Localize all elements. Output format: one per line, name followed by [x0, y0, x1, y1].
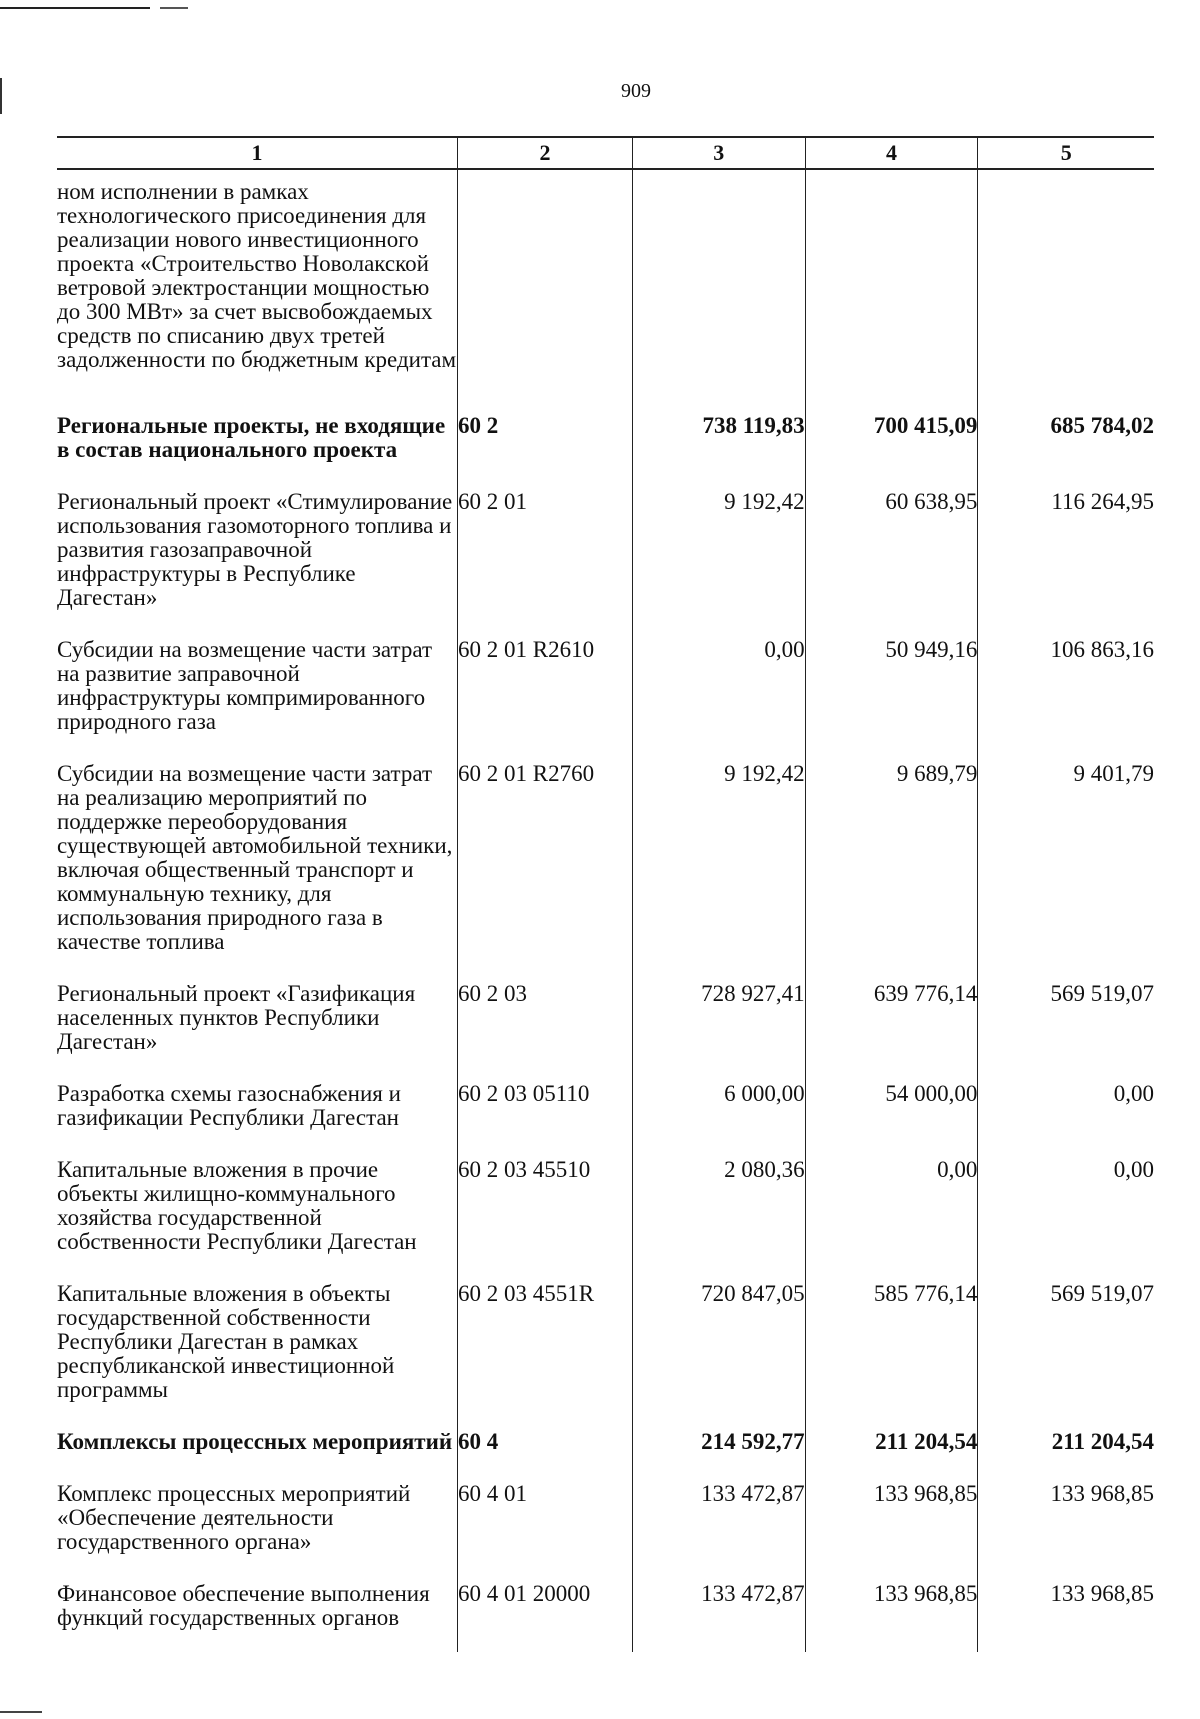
row-value-cell: 211 204,54	[978, 1402, 1154, 1454]
row-value-cell: 720 847,05	[632, 1254, 805, 1402]
column-header: 4	[805, 137, 978, 169]
row-code-cell: 60 4	[458, 1402, 633, 1454]
row-value-cell: 728 927,41	[632, 954, 805, 1054]
row-code-cell: 60 2 03 45510	[458, 1130, 633, 1254]
row-value-cell: 133 968,85	[978, 1454, 1154, 1554]
row-code-cell: 60 2 03 4551R	[458, 1254, 633, 1402]
row-value-cell: 685 784,02	[978, 396, 1154, 462]
row-name-cell: Субсидии на возмещение части затрат на развитие заправочной инфраструктуры компримированного природного газа	[57, 637, 433, 734]
row-value-cell: 133 968,85	[805, 1554, 978, 1652]
row-name-cell: Комплекс процессных мероприятий «Обеспечение деятельности государственного органа»	[57, 1481, 411, 1554]
column-header: 2	[458, 137, 633, 169]
row-value-cell: 133 968,85	[805, 1454, 978, 1554]
row-value-cell: 9 192,42	[632, 734, 805, 954]
row-name-cell: Региональный проект «Стимулирование использования газомоторного топлива и развития газозаправочной инфраструктуры в Республике Дагестан»	[57, 489, 453, 610]
table-row	[57, 1402, 1154, 1454]
scan-edge-mark	[0, 78, 2, 114]
column-header: 3	[632, 137, 805, 169]
row-value-cell	[978, 169, 1154, 396]
row-value-cell: 106 863,16	[978, 610, 1154, 734]
row-name-cell: Региональные проекты, не входящие в состав национального проекта	[57, 413, 446, 462]
row-name-cell: Региональный проект «Газификация населенных пунктов Республики Дагестан»	[57, 981, 416, 1054]
row-name-cell: Комплексы процессных мероприятий	[57, 1429, 453, 1454]
table-row	[57, 462, 1154, 610]
row-value-cell: 0,00	[978, 1054, 1154, 1130]
scan-edge-mark	[160, 7, 188, 9]
row-value-cell: 639 776,14	[805, 954, 978, 1054]
row-name-cell: ном исполнении в рамках технологического присоединения для реализации нового инвестиционного проекта «Строительство Новолакской ветровой электростанции мощностью до 300 МВт» за счет высвобождаемых средств по списанию двух третей задолженности по бюджетным кредитам	[57, 179, 457, 372]
row-code-cell: 60 2	[458, 396, 633, 462]
table-row	[57, 1130, 1154, 1254]
row-name-cell: Субсидии на возмещение части затрат на реализацию мероприятий по поддержке переоборудования существующей автомобильной техники, включая общественный транспорт и коммунальную технику, для использования природного газа в качестве топлива	[57, 761, 453, 954]
table-row	[57, 169, 1154, 396]
table-row	[57, 734, 1154, 954]
row-code-cell: 60 2 01	[458, 462, 633, 610]
row-value-cell: 9 689,79	[805, 734, 978, 954]
row-name-cell: Капитальные вложения в прочие объекты жилищно-коммунального хозяйства государственной собственности Республики Дагестан	[57, 1157, 417, 1254]
row-name-cell: Финансовое обеспечение выполнения функций государственных органов	[57, 1581, 430, 1630]
row-value-cell: 569 519,07	[978, 1254, 1154, 1402]
row-value-cell	[632, 169, 805, 396]
table-header-row	[57, 137, 1154, 169]
row-value-cell: 2 080,36	[632, 1130, 805, 1254]
table-row	[57, 1454, 1154, 1554]
row-value-cell: 60 638,95	[805, 462, 978, 610]
row-value-cell: 116 264,95	[978, 462, 1154, 610]
row-value-cell: 9 401,79	[978, 734, 1154, 954]
scan-edge-mark	[0, 1711, 42, 1713]
row-value-cell: 50 949,16	[805, 610, 978, 734]
table-row	[57, 1554, 1154, 1652]
row-value-cell: 9 192,42	[632, 462, 805, 610]
row-value-cell: 569 519,07	[978, 954, 1154, 1054]
column-header: 1	[57, 137, 458, 169]
row-name-cell: Капитальные вложения в объекты государственной собственности Республики Дагестан в рамках республиканской инвестиционной программы	[57, 1281, 395, 1402]
table-row	[57, 1254, 1154, 1402]
table-row	[57, 954, 1154, 1054]
table-row	[57, 1054, 1154, 1130]
page-number: 909	[621, 80, 651, 102]
row-value-cell: 54 000,00	[805, 1054, 978, 1130]
table-body	[57, 169, 1154, 1652]
row-value-cell: 585 776,14	[805, 1254, 978, 1402]
row-value-cell: 211 204,54	[805, 1402, 978, 1454]
row-value-cell: 0,00	[805, 1130, 978, 1254]
row-name-cell: Разработка схемы газоснабжения и газификации Республики Дагестан	[57, 1081, 401, 1130]
row-code-cell: 60 2 03	[458, 954, 633, 1054]
row-code-cell	[458, 169, 633, 396]
row-code-cell: 60 2 03 05110	[458, 1054, 633, 1130]
row-value-cell: 0,00	[632, 610, 805, 734]
row-value-cell	[805, 169, 978, 396]
table-row	[57, 610, 1154, 734]
row-value-cell: 738 119,83	[632, 396, 805, 462]
row-value-cell: 133 968,85	[978, 1554, 1154, 1652]
row-value-cell: 700 415,09	[805, 396, 978, 462]
row-value-cell: 0,00	[978, 1130, 1154, 1254]
column-header: 5	[978, 137, 1154, 169]
scan-edge-mark	[0, 7, 150, 9]
row-value-cell: 214 592,77	[632, 1402, 805, 1454]
row-code-cell: 60 2 01 R2610	[458, 610, 633, 734]
row-value-cell: 133 472,87	[632, 1454, 805, 1554]
row-value-cell: 6 000,00	[632, 1054, 805, 1130]
row-code-cell: 60 2 01 R2760	[458, 734, 633, 954]
row-code-cell: 60 4 01 20000	[458, 1554, 633, 1652]
table-row	[57, 396, 1154, 462]
row-code-cell: 60 4 01	[458, 1454, 633, 1554]
row-value-cell: 133 472,87	[632, 1554, 805, 1652]
budget-table	[57, 136, 1154, 1652]
